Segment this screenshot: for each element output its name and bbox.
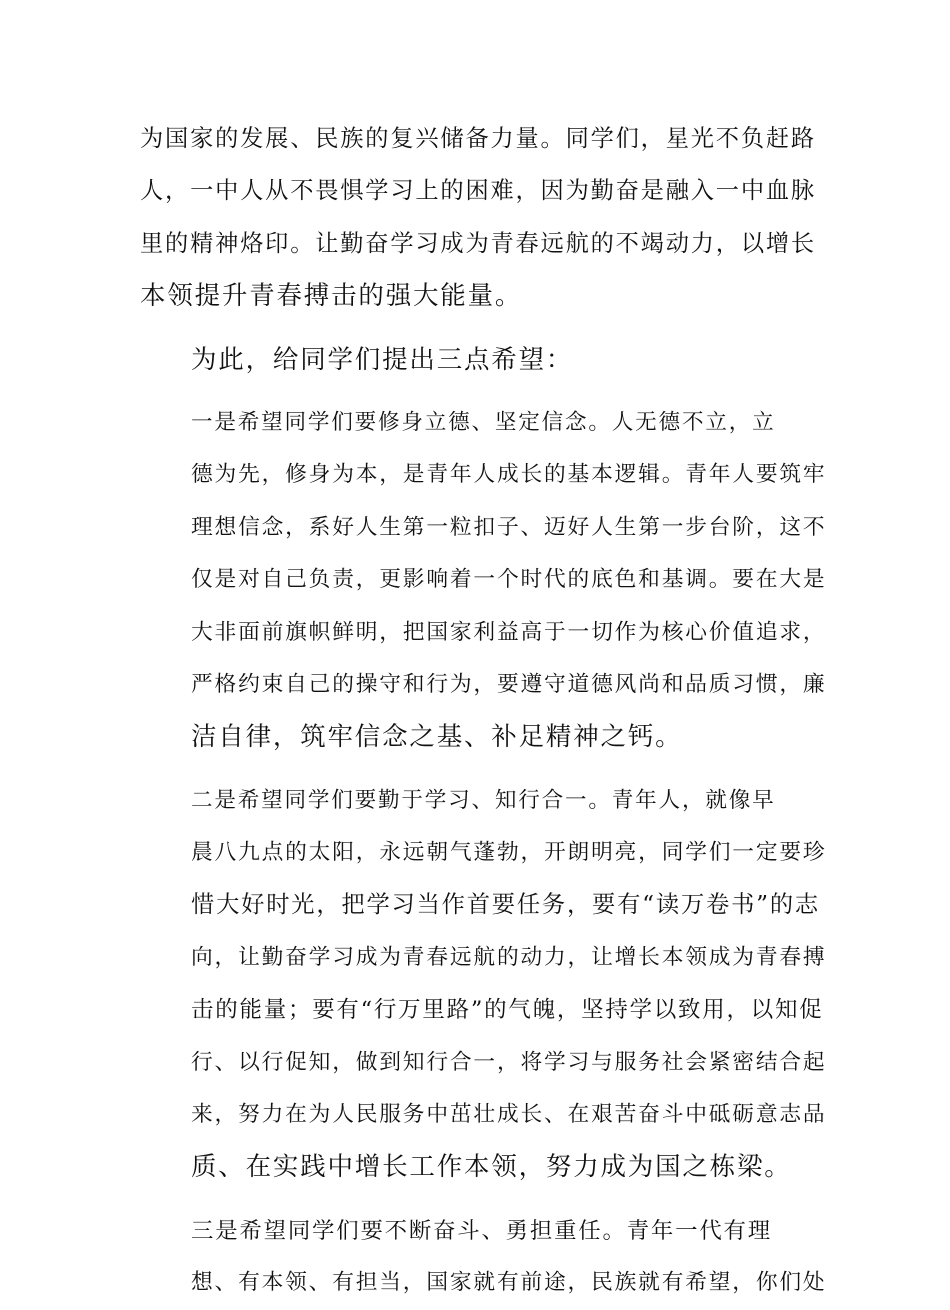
- text-line: 行、以行促知，做到知行合一，将学习与服务社会紧密结合起: [191, 1049, 827, 1075]
- paragraph-intro: [140, 334, 812, 386]
- text-line: 击的能量；要有“行万里路”的气魄，坚持学以致用，以知促: [191, 997, 824, 1024]
- document-body: [140, 113, 827, 1310]
- text-line: 来，努力在为人民服务中茁壮成长、在艰苦奋斗中砥砺意志品: [191, 1102, 827, 1128]
- text-line: 仅是对自己负责，更影响着一个时代的底色和基调。要在大是: [191, 567, 827, 593]
- text-line: 一是希望同学们要修身立德、坚定信念。人无德不立，立: [191, 409, 776, 435]
- text-line: 严格约束自己的操守和行为，要遵守道德风尚和品质习惯，廉: [191, 671, 827, 697]
- text-line: 质、在实践中增长工作本领，努力成为国之栋梁。: [191, 1152, 792, 1183]
- text-line: 里的精神烙印。让勤奋学习成为青春远航的不竭动力，以增长: [140, 229, 816, 257]
- text-line: 德为先，修身为本，是青年人成长的基本逻辑。青年人要筑牢: [191, 462, 827, 488]
- paragraph-hope-one: [140, 397, 827, 764]
- text-line: 人，一中人从不畏惧学习上的困难，因为勤奋是融入一中血脉: [140, 177, 816, 205]
- text-line: 想、有本领、有担当，国家就有前途，民族就有希望，你们处: [191, 1270, 827, 1296]
- paragraph-continuation: [140, 113, 816, 323]
- text-line: 二是希望同学们要勤于学习、知行合一。青年人，就像早: [191, 787, 776, 813]
- text-line: 本领提升青春搏击的强大能量。: [140, 281, 523, 312]
- text-line: 向，让勤奋学习成为青春远航的动力，让增长本领成为青春搏: [191, 944, 827, 970]
- paragraph-hope-two: [140, 775, 827, 1194]
- text-line: 三是希望同学们要不断奋斗、勇担重任。青年一代有理: [191, 1217, 772, 1244]
- paragraph-hope-three: [140, 1205, 827, 1310]
- text-line: 为此，给同学们提出三点希望：: [191, 344, 574, 375]
- text-line: 理想信念，系好人生第一粒扣子、迈好人生第一步台阶，这不: [191, 514, 827, 540]
- text-line: 大非面前旗帜鲜明，把国家利益高于一切作为核心价值追求，: [191, 619, 827, 645]
- text-line: 惜大好时光，把学习当作首要任务，要有“读万卷书”的志: [191, 891, 820, 919]
- text-line: 为国家的发展、民族的复兴储备力量。同学们，星光不负赶路: [140, 125, 816, 152]
- text-line: 洁自律，筑牢信念之基、补足精神之钙。: [191, 722, 683, 753]
- text-line: 晨八九点的太阳，永远朝气蓬勃，开朗明亮，同学们一定要珍: [191, 840, 827, 866]
